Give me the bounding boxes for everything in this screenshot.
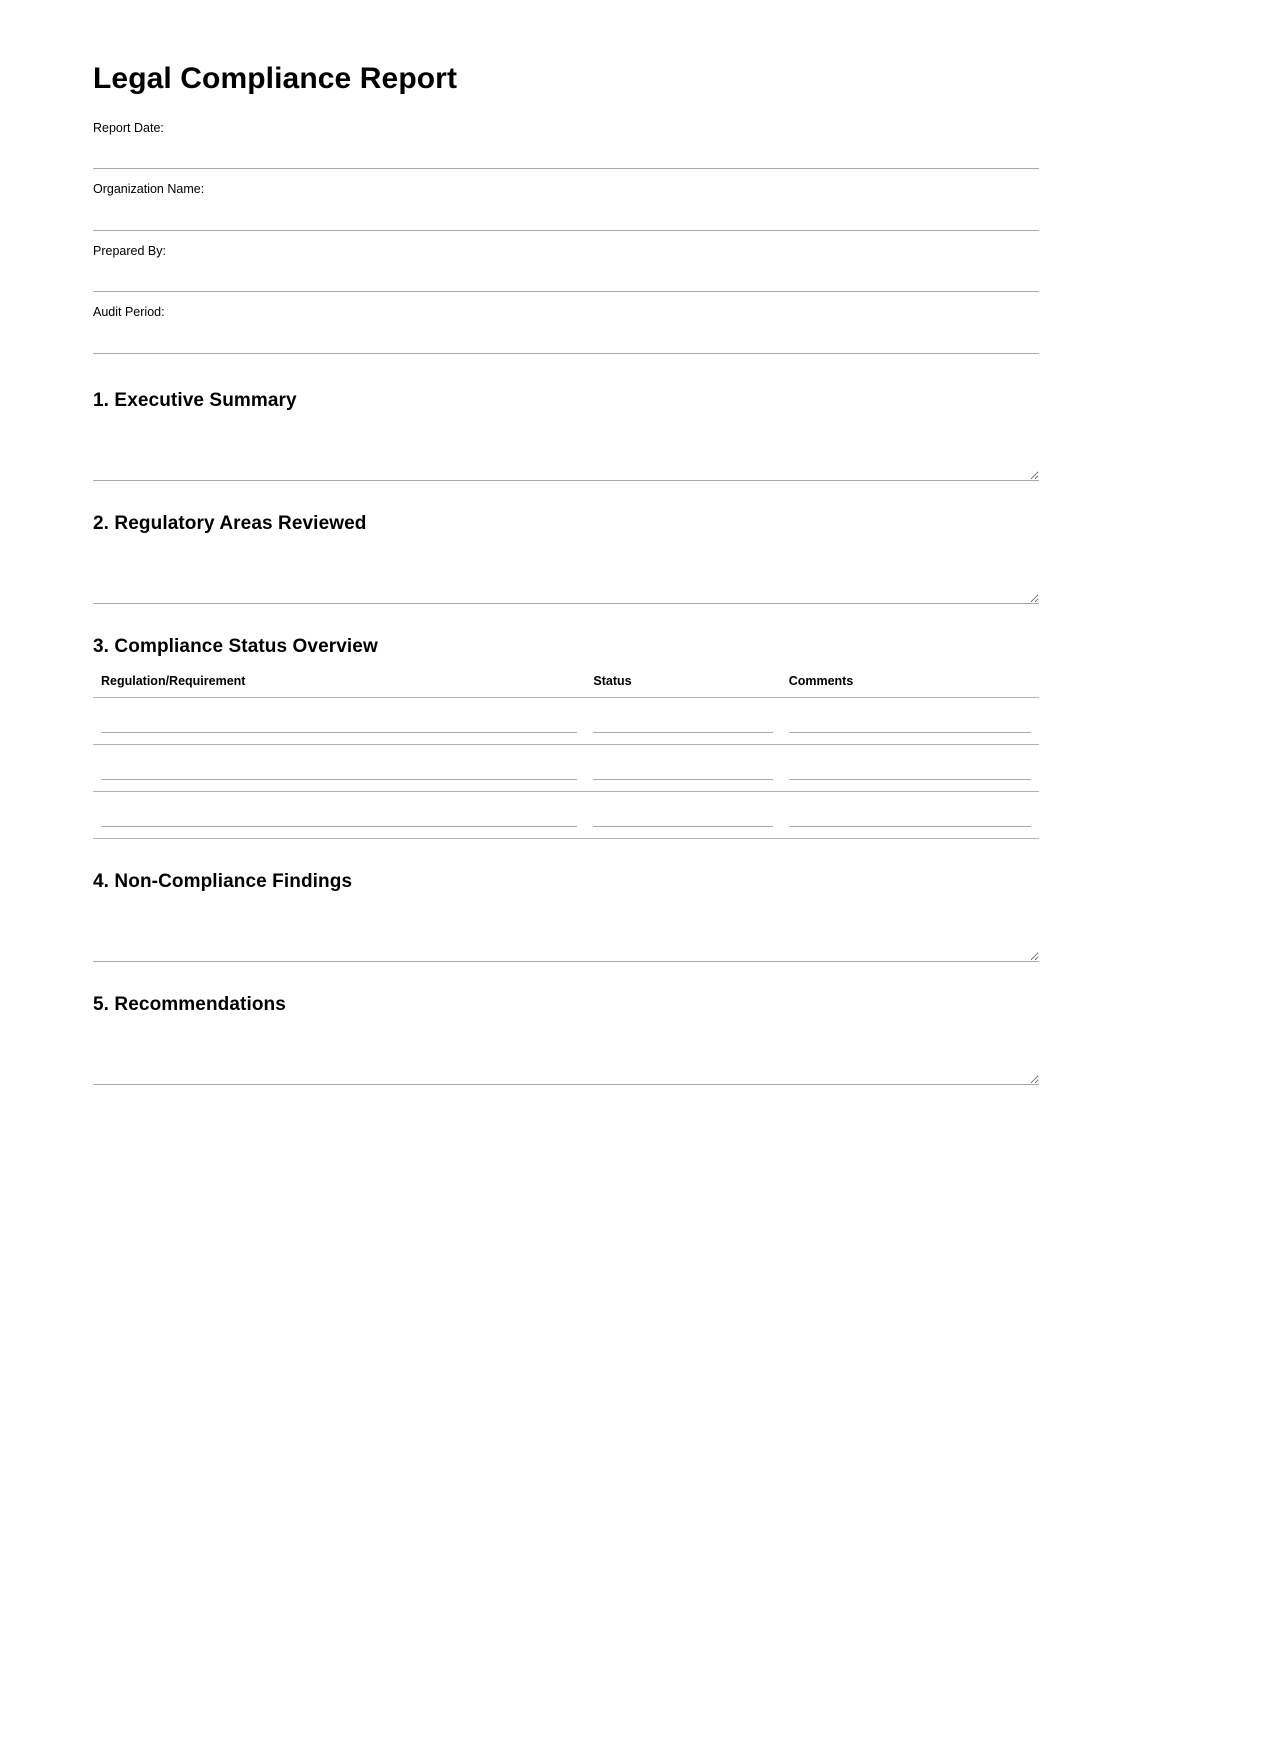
table-cell-status (585, 792, 780, 839)
table-row (93, 745, 1039, 792)
table-header (93, 672, 1039, 698)
page-title: Legal Compliance Report (93, 62, 458, 95)
section-heading-compliance-status: 3. Compliance Status Overview (93, 635, 378, 657)
section-heading-executive-summary: 1. Executive Summary (93, 390, 297, 411)
status-input[interactable] (593, 708, 772, 733)
table-header-row (93, 672, 1039, 698)
comments-input[interactable] (789, 708, 1031, 733)
status-input[interactable] (593, 802, 772, 827)
table-cell-status (585, 745, 780, 792)
table-row (93, 792, 1039, 839)
table-cell-comments (781, 698, 1039, 745)
table-body (93, 698, 1039, 839)
comments-input[interactable] (789, 755, 1031, 780)
table-cell-status (585, 698, 780, 745)
compliance-status-table (93, 672, 1039, 839)
executive-summary-textarea[interactable] (93, 427, 1039, 481)
field-prepared-by (93, 244, 1039, 293)
audit-period-input[interactable] (93, 323, 1039, 354)
prepared-by-input[interactable] (93, 261, 1039, 292)
regulation-input[interactable] (101, 802, 577, 827)
table-cell-regulation (93, 698, 585, 745)
section-heading-non-compliance-findings: 4. Non-Compliance Findings (93, 871, 353, 893)
non-compliance-findings-textarea[interactable] (93, 908, 1039, 962)
column-header-comments: Comments (781, 672, 1039, 698)
comments-input[interactable] (789, 802, 1031, 827)
table-cell-regulation (93, 745, 585, 792)
regulation-input[interactable] (101, 755, 577, 780)
recommendations-textarea[interactable] (93, 1031, 1039, 1085)
section-heading-recommendations: 5. Recommendations (93, 994, 286, 1016)
table-cell-comments (781, 745, 1039, 792)
regulatory-areas-textarea[interactable] (93, 550, 1039, 604)
field-label-prepared-by: Prepared By: (93, 243, 166, 258)
organization-name-input[interactable] (93, 200, 1039, 231)
column-header-status: Status (585, 672, 780, 698)
table-cell-regulation (93, 792, 585, 839)
table-row (93, 698, 1039, 745)
regulation-input[interactable] (101, 708, 577, 733)
table-cell-comments (781, 792, 1039, 839)
field-organization-name (93, 182, 1039, 231)
column-header-regulation: Regulation/Requirement (93, 672, 585, 698)
section-heading-regulatory-areas: 2. Regulatory Areas Reviewed (93, 512, 367, 534)
field-report-date (93, 121, 1039, 170)
field-audit-period (93, 305, 1039, 354)
field-label-audit-period: Audit Period: (93, 305, 165, 320)
report-date-input[interactable] (93, 138, 1039, 169)
field-label-report-date: Report Date: (93, 120, 164, 135)
status-input[interactable] (593, 755, 772, 780)
field-label-organization-name: Organization Name: (93, 182, 205, 197)
